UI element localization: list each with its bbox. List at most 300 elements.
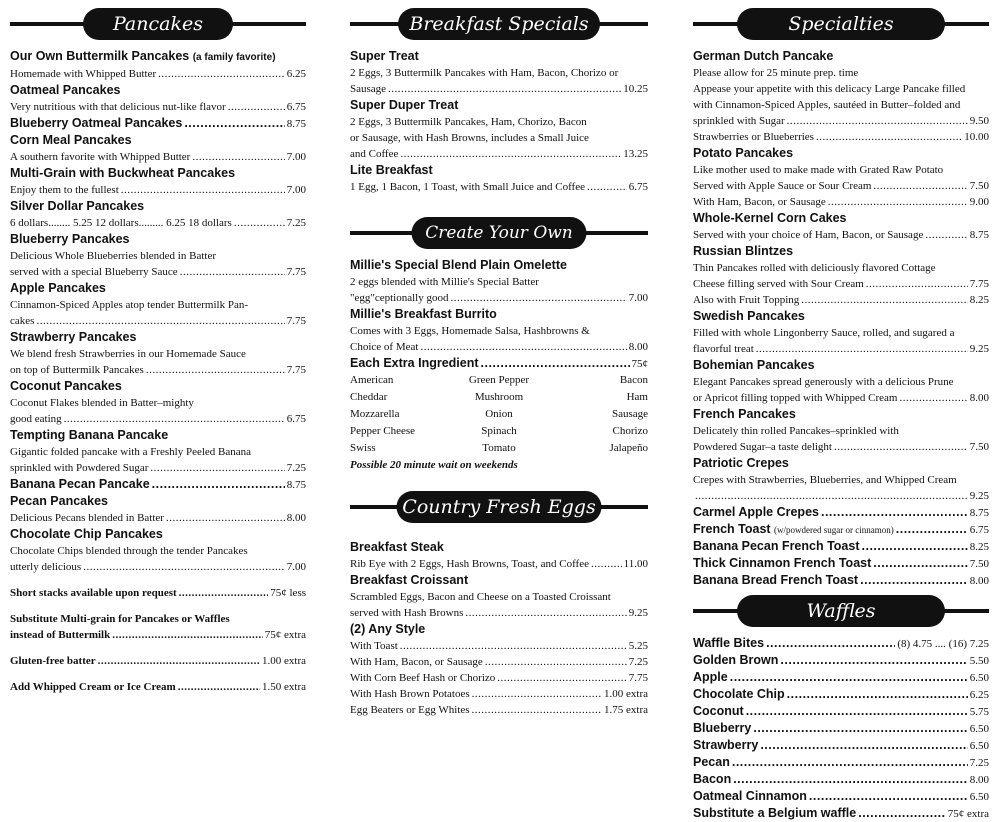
item-title-text: Silver Dollar Pancakes (10, 199, 145, 213)
waffle-price: 5.50 (969, 655, 989, 667)
price-label: Powdered Sugar–a taste delight (693, 441, 832, 453)
pancake-items (10, 48, 306, 575)
waffle-price: 75¢ extra (947, 808, 989, 820)
item-title: Whole-Kernel Corn Cakes (693, 211, 847, 225)
waffle-row (693, 686, 989, 703)
price-value: 8.75 (969, 229, 989, 241)
item-title-text: French Toast (693, 522, 771, 536)
item-price: 6.75 (628, 181, 648, 193)
price-row (350, 179, 648, 195)
waffle-title: Blueberry (693, 721, 752, 735)
leader-dots (766, 635, 895, 651)
leader-dots (180, 264, 285, 280)
price-row (350, 339, 648, 355)
leader-dots (228, 99, 285, 115)
price-label: Homemade with Whipped Butter (10, 68, 157, 80)
leader-dots (179, 585, 269, 601)
leader-dots (809, 788, 968, 804)
price-row (350, 81, 648, 97)
leader-dots (121, 182, 285, 198)
price-row (10, 99, 306, 115)
price-label: flavorful treat (693, 343, 754, 355)
waffle-price: 5.75 (969, 706, 989, 718)
leader-dots (152, 476, 285, 492)
price-row (350, 605, 648, 621)
specialty-item (693, 145, 989, 210)
item-title-text: Banana Bread French Toast (693, 573, 859, 587)
waffle-row (693, 703, 989, 720)
leader-dots (733, 771, 968, 787)
note-price: 75¢ less (270, 587, 306, 599)
waffle-price: 8.00 (969, 774, 989, 786)
specialty-item (693, 357, 989, 406)
item-title-text: Banana Pecan French Toast (693, 539, 860, 553)
waffle-price: 7.25 (969, 757, 989, 769)
menu-item (10, 115, 306, 132)
item-price: 7.00 (286, 151, 306, 163)
item-description: Comes with 3 Eggs, Homemade Salsa, Hashbrowns & (350, 325, 590, 337)
item-note: (w/powdered sugar or cinnamon) (774, 525, 894, 535)
price-row (350, 638, 648, 654)
any-style-title: (2) Any Style (350, 622, 426, 636)
item-description: Filled with whole Lingonberry Sauce, rolled, and sugared a (693, 327, 955, 339)
leader-dots (400, 638, 627, 654)
price-value: 7.25 (628, 656, 648, 668)
leader-dots (36, 313, 284, 329)
item-price: 7.75 (286, 266, 306, 278)
leader-dots (184, 115, 284, 131)
wait-note: Possible 20 minute wait on weekends (350, 459, 518, 471)
item-title (693, 572, 858, 588)
item-price: 8.00 (628, 341, 648, 353)
pancake-note (10, 679, 306, 695)
waffle-row (693, 771, 989, 788)
item-description: 2 Eggs, 3 Buttermilk Pancakes, Ham, Chorizo, Bacon (350, 116, 587, 128)
price-label: Rib Eye with 2 Eggs, Hash Browns, Toast, and Coffee (350, 558, 589, 570)
item-price: 8.75 (286, 479, 306, 491)
price-label: cakes (10, 315, 35, 327)
pancake-note (10, 653, 306, 669)
item-title (10, 82, 306, 99)
create-your-own-banner (350, 217, 648, 249)
ingredient: Cheddar (350, 391, 388, 403)
price-label: "egg"ceptionally good (350, 292, 449, 304)
item-title: Potato Pancakes (693, 146, 794, 160)
item-title-text: Breakfast Croissant (350, 573, 469, 587)
specialty-item (693, 308, 989, 357)
ingredient: Mushroom (474, 391, 524, 403)
item-description: Appease your appetite with this delicacy Large Pancake filled (693, 83, 966, 95)
item-title (10, 378, 306, 395)
item-title-text: Lite Breakfast (350, 163, 433, 177)
price-row (10, 510, 306, 526)
leader-dots (858, 805, 946, 821)
waffle-title: Oatmeal Cinnamon (693, 789, 807, 803)
note-label: Add Whipped Cream or Ice Cream (10, 681, 176, 693)
leader-dots (896, 521, 968, 537)
price-value: 7.75 (628, 672, 648, 684)
price-row (693, 194, 989, 210)
ingredient: Onion (485, 408, 513, 420)
item-description: Coconut Flakes blended in Batter–mighty (10, 397, 194, 409)
item-title: Russian Blintzes (693, 244, 794, 258)
item-title (10, 526, 306, 543)
extra-ingredient-title: Each Extra Ingredient (350, 356, 479, 370)
item-title (350, 97, 648, 114)
ingredient: Swiss (350, 442, 376, 454)
country-fresh-eggs-items (350, 539, 648, 621)
price-value: 9.25 (969, 490, 989, 502)
item-title (10, 132, 306, 149)
menu-item (350, 97, 648, 162)
leader-dots (400, 146, 621, 162)
item-title (350, 306, 648, 323)
menu-item (10, 427, 306, 476)
price-label: With Toast (350, 640, 398, 652)
leader-dots (862, 538, 968, 554)
item-title (10, 165, 306, 182)
item-title (10, 198, 306, 215)
leader-dots (481, 355, 630, 371)
item-price: 7.00 (286, 561, 306, 573)
leader-dots (695, 488, 968, 504)
price-value: 7.50 (969, 180, 989, 192)
price-value: 8.25 (969, 294, 989, 306)
item-description: with Cinnamon-Spiced Apples, sautéed in Butter–folded and (693, 99, 961, 111)
item-title-text: Millie's Special Blend Plain Omelette (350, 258, 567, 272)
pancake-notes (10, 585, 306, 695)
menu-item (10, 280, 306, 329)
menu-item (10, 493, 306, 526)
menu-item (350, 572, 648, 621)
price-label: Choice of Meat (350, 341, 419, 353)
specialty-row (693, 538, 989, 555)
price-value: 9.00 (969, 196, 989, 208)
price-value: 9.25 (969, 343, 989, 355)
waffle-price: 6.25 (969, 689, 989, 701)
item-title-text: Millie's Breakfast Burrito (350, 307, 497, 321)
price-label: With Hash Brown Potatoes (350, 688, 470, 700)
price-value: 7.50 (969, 441, 989, 453)
leader-dots (828, 194, 968, 210)
waffle-price: 6.50 (969, 740, 989, 752)
leader-dots (388, 81, 621, 97)
item-title-text: Tempting Banana Pancake (10, 428, 169, 442)
price-row (10, 215, 306, 231)
price-row (693, 178, 989, 194)
item-title-text: Super Duper Treat (350, 98, 459, 112)
price-row (350, 686, 648, 702)
item-price: 7.50 (969, 558, 989, 570)
menu-item (350, 306, 648, 355)
note-label: Gluten-free batter (10, 655, 96, 667)
price-row (350, 654, 648, 670)
breakfast-specials-heading: Breakfast Specials (398, 8, 600, 40)
item-title-text: Coconut Pancakes (10, 379, 122, 393)
ingredient: Mozzarella (350, 408, 400, 420)
waffle-bites-price: (8) 4.75 .... (16) 7.25 (897, 638, 989, 650)
specialty-simple-items (693, 504, 989, 589)
specialties-heading: Specialties (737, 8, 945, 40)
item-title (10, 231, 306, 248)
breakfast-specials-banner (350, 8, 648, 40)
price-label: sprinkled with Powdered Sugar (10, 462, 149, 474)
ingredient: Sausage (611, 408, 648, 420)
waffle-price: 6.50 (969, 723, 989, 735)
ingredient: Bacon (619, 374, 648, 386)
item-title: Bohemian Pancakes (693, 358, 815, 372)
create-your-own-heading: Create Your Own (412, 217, 587, 249)
item-title (350, 572, 648, 589)
price-row (10, 653, 306, 669)
item-title-text: Super Treat (350, 49, 419, 63)
item-price: 7.75 (286, 364, 306, 376)
leader-dots (816, 129, 962, 145)
menu-item (10, 476, 306, 493)
price-label: Egg Beaters or Egg Whites (350, 704, 470, 716)
price-value: 5.25 (628, 640, 648, 652)
item-price: 7.25 (286, 217, 306, 229)
leader-dots (83, 559, 285, 575)
waffle-title: Golden Brown (693, 653, 779, 667)
leader-dots (746, 703, 968, 719)
waffles-heading: Waffles (737, 595, 945, 627)
leader-dots (756, 341, 968, 357)
leader-dots (472, 686, 602, 702)
item-price: 8.75 (286, 118, 306, 130)
waffle-bites-row (693, 635, 989, 652)
ingredient: American (350, 374, 394, 386)
item-title: Banana Pecan Pancake (10, 477, 150, 491)
price-value: 7.75 (969, 278, 989, 290)
leader-dots (591, 556, 622, 572)
country-fresh-eggs-heading: Country Fresh Eggs (397, 491, 602, 523)
leader-dots (753, 720, 967, 736)
item-price: 13.25 (623, 148, 648, 160)
price-label: Served with your choice of Ham, Bacon, or Sausage (693, 229, 924, 241)
leader-dots (465, 605, 626, 621)
price-label: utterly delicious (10, 561, 82, 573)
price-label: served with a special Blueberry Sauce (10, 266, 178, 278)
pancake-note (10, 611, 306, 643)
pancake-note (10, 585, 306, 601)
ingredient: Chorizo (612, 425, 648, 437)
price-row (350, 556, 648, 572)
price-row (693, 113, 989, 129)
price-label: Also with Fruit Topping (693, 294, 800, 306)
item-description: Please allow for 25 minute prep. time (693, 67, 859, 79)
item-price: 7.75 (286, 315, 306, 327)
item-price: 7.00 (628, 292, 648, 304)
price-label: served with Hash Browns (350, 607, 464, 619)
price-row (693, 129, 989, 145)
extra-ingredient-row (350, 355, 648, 372)
pancakes-heading: Pancakes (83, 8, 233, 40)
leader-dots (760, 737, 967, 753)
price-row (10, 264, 306, 280)
price-label: 1 Egg, 1 Bacon, 1 Toast, with Small Juice and Coffee (350, 181, 585, 193)
waffle-row (693, 669, 989, 686)
specialty-item (693, 48, 989, 145)
menu-item (10, 329, 306, 378)
item-price: 8.75 (969, 507, 989, 519)
price-row (10, 585, 306, 601)
leader-dots (587, 179, 627, 195)
item-price: 7.00 (286, 184, 306, 196)
item-description: Delicately thin rolled Pancakes–sprinkled with (693, 425, 899, 437)
menu-item (10, 198, 306, 231)
item-description: Gigantic folded pancake with a Freshly Peeled Banana (10, 446, 252, 458)
item-price: 11.00 (623, 558, 648, 570)
waffle-row (693, 805, 989, 822)
price-row (693, 488, 989, 504)
country-fresh-eggs-banner (350, 491, 648, 523)
price-value: 1.75 extra (604, 704, 648, 716)
item-title (693, 538, 860, 554)
ingredient: Jalapeño (609, 442, 648, 454)
item-title-text: Multi-Grain with Buckwheat Pancakes (10, 166, 236, 180)
item-title (10, 280, 306, 297)
price-row (10, 149, 306, 165)
waffle-title: Bacon (693, 772, 732, 786)
note-price: 1.00 extra (262, 655, 306, 667)
leader-dots (472, 702, 602, 718)
item-description: or Sausage, with Hash Browns, includes a Small Juice (350, 132, 589, 144)
leader-dots (821, 504, 968, 520)
item-title-text: Strawberry Pancakes (10, 330, 137, 344)
item-title (10, 427, 306, 444)
item-title-text: Blueberry Pancakes (10, 232, 130, 246)
item-title-text: Apple Pancakes (10, 281, 106, 295)
specialty-row (693, 572, 989, 589)
price-label: Strawberries or Blueberries (693, 131, 814, 143)
ingredient: Ham (626, 391, 648, 403)
item-price: 6.75 (286, 101, 306, 113)
waffle-title: Coconut (693, 704, 744, 718)
leader-dots (730, 669, 968, 685)
item-title (10, 493, 306, 510)
leader-dots (801, 292, 967, 308)
waffle-title: Apple (693, 670, 728, 684)
price-row (693, 341, 989, 357)
price-value: 1.00 extra (604, 688, 648, 700)
item-title-text: Oatmeal Pancakes (10, 83, 121, 97)
item-price: 8.25 (969, 541, 989, 553)
item-title-row (10, 115, 306, 132)
breakfast-specials-items (350, 48, 648, 195)
any-style-rows (350, 638, 648, 718)
item-title: Patriotic Crepes (693, 456, 789, 470)
specialty-row (693, 521, 989, 538)
leader-dots (925, 227, 967, 243)
specialty-item (693, 455, 989, 504)
ingredient: Green Pepper (468, 374, 530, 386)
menu-item (10, 526, 306, 575)
price-label: A southern favorite with Whipped Butter (10, 151, 191, 163)
leader-dots (420, 339, 626, 355)
note-price: 1.50 extra (262, 681, 306, 693)
item-title-text: Pecan Pancakes (10, 494, 108, 508)
waffle-row (693, 788, 989, 805)
specialty-item (693, 210, 989, 243)
price-row (693, 292, 989, 308)
leader-dots (450, 290, 626, 306)
leader-dots (98, 653, 260, 669)
price-label: or Apricot filling topped with Whipped Cream (693, 392, 898, 404)
leader-dots (234, 215, 285, 231)
price-row (693, 227, 989, 243)
leader-dots (64, 411, 285, 427)
leader-dots (732, 754, 968, 770)
price-label: Delicious Pecans blended in Batter (10, 512, 164, 524)
note-price: 75¢ extra (264, 629, 306, 641)
specialties-column (693, 8, 989, 822)
leader-dots (873, 555, 967, 571)
price-row (10, 559, 306, 575)
item-title (693, 504, 819, 520)
pancakes-column (10, 8, 306, 695)
specialty-item (693, 243, 989, 308)
leader-dots (150, 460, 284, 476)
leader-dots (146, 362, 285, 378)
price-label: Sausage (350, 83, 387, 95)
menu-item (10, 165, 306, 198)
menu-item (10, 378, 306, 427)
specialty-item (693, 406, 989, 455)
item-title: German Dutch Pancake (693, 49, 834, 63)
extra-ingredient-price: 75¢ (631, 358, 648, 370)
menu-item (350, 48, 648, 97)
item-title-text: Chocolate Chip Pancakes (10, 527, 163, 541)
item-title (350, 539, 648, 556)
note-label: Short stacks available upon request (10, 587, 177, 599)
leader-dots (873, 178, 967, 194)
menu-item (350, 162, 648, 195)
price-label: With Corn Beef Hash or Chorizo (350, 672, 496, 684)
item-description: Chocolate Chips blended through the tender Pancakes (10, 545, 248, 557)
price-label: good eating (10, 413, 62, 425)
price-label: 6 dollars........ 5.25 12 dollars......... 6.25 18 dollars (10, 217, 232, 229)
leader-dots (787, 113, 968, 129)
price-label: on top of Buttermilk Pancakes (10, 364, 144, 376)
specialties-banner (693, 8, 989, 40)
waffle-price: 6.50 (969, 791, 989, 803)
item-title (350, 48, 648, 65)
leader-dots (866, 276, 968, 292)
waffle-title: Pecan (693, 755, 730, 769)
item-title (693, 521, 894, 538)
leader-dots (787, 686, 968, 702)
leader-dots (485, 654, 627, 670)
price-row (693, 276, 989, 292)
price-label: Cheese filling served with Sour Cream (693, 278, 864, 290)
price-row (350, 670, 648, 686)
menu-item (10, 132, 306, 165)
waffle-row (693, 737, 989, 754)
price-row (10, 627, 306, 643)
leader-dots (860, 572, 968, 588)
price-label: With Ham, Bacon, or Sausage (350, 656, 483, 668)
waffle-title: Substitute a Belgium waffle (693, 806, 857, 820)
item-title (350, 257, 648, 274)
item-price: 10.25 (623, 83, 648, 95)
menu-item (350, 257, 648, 306)
leader-dots (166, 510, 285, 526)
waffle-row (693, 720, 989, 737)
item-price: 7.25 (286, 462, 306, 474)
price-row (10, 460, 306, 476)
waffle-row (693, 754, 989, 771)
